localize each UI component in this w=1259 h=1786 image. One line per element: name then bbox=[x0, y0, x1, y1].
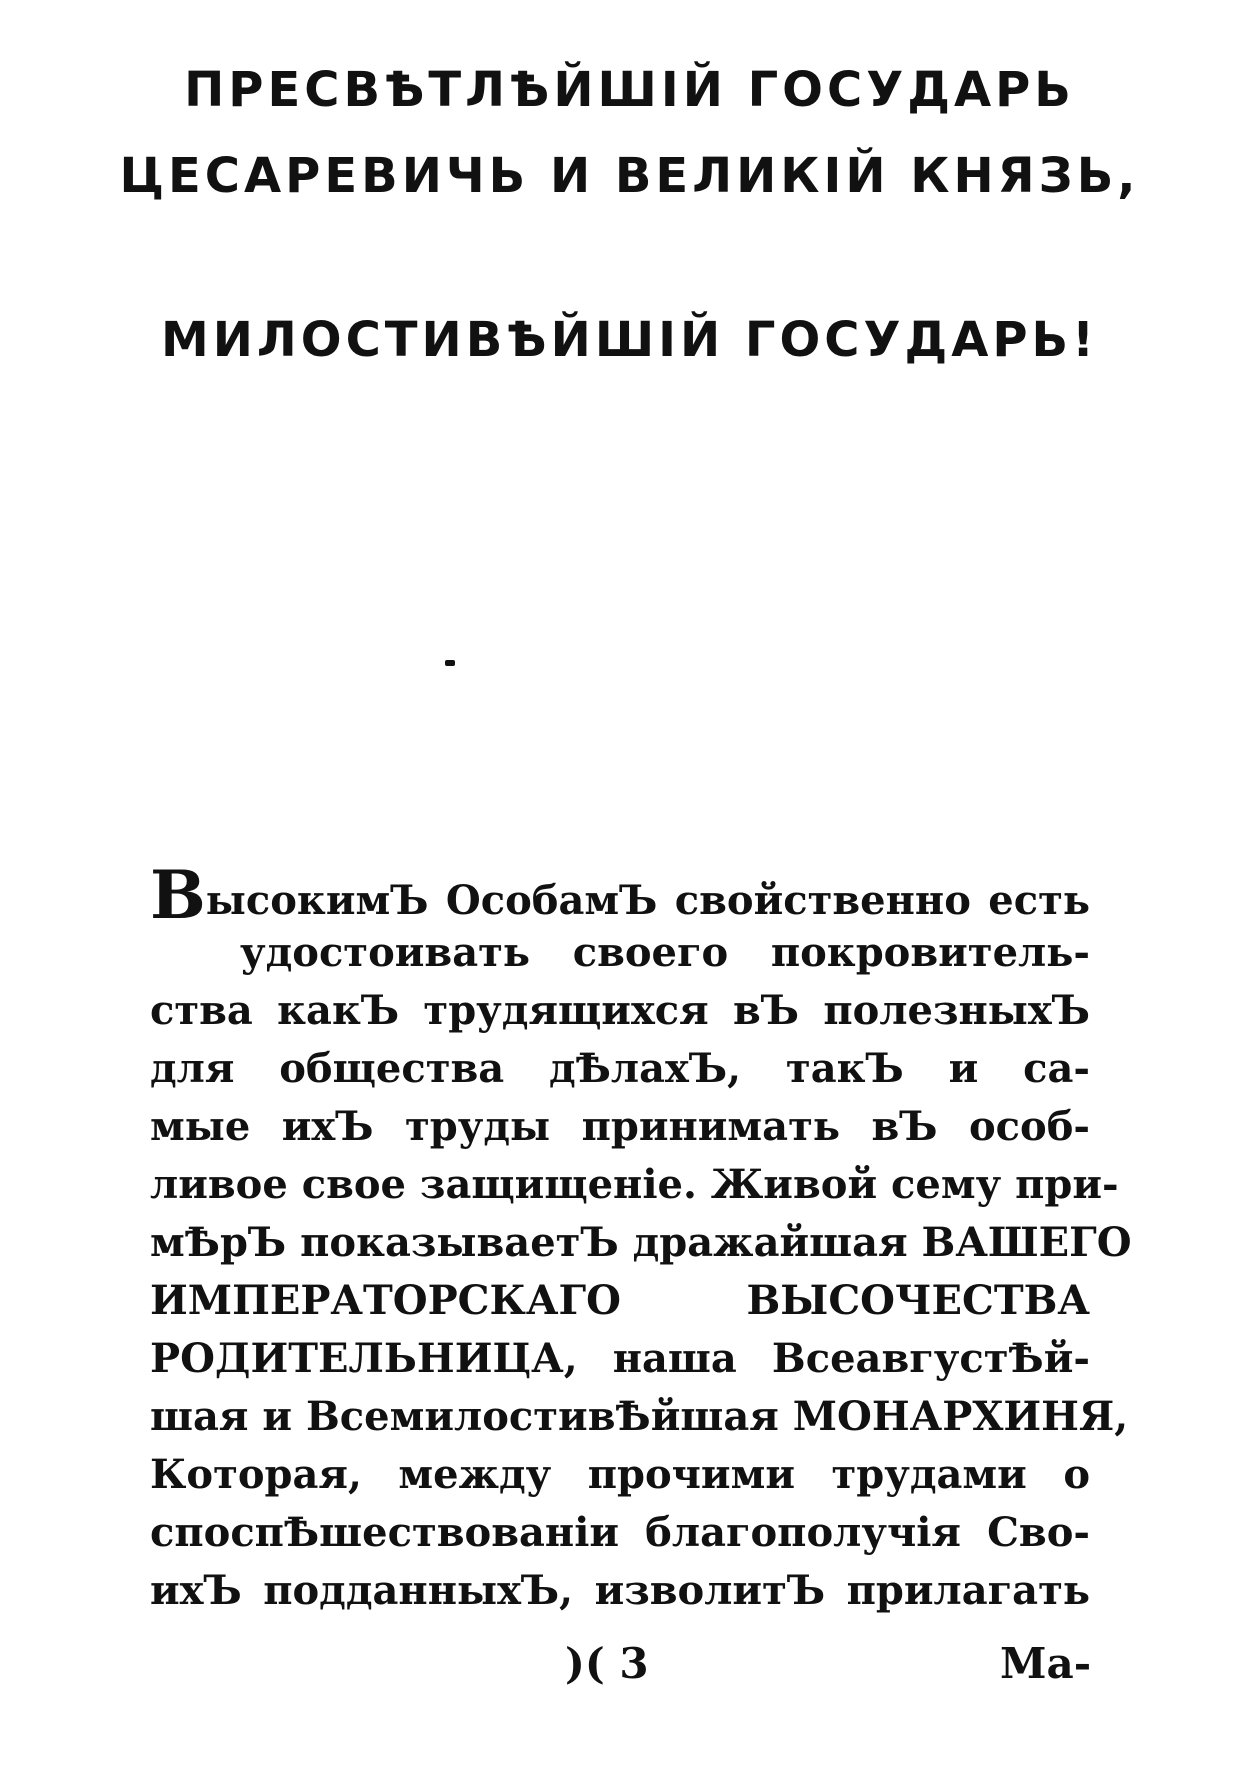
drop-cap: В bbox=[150, 856, 206, 934]
body-line-3: ства какЪ трудящихся вЪ полезныхЪ bbox=[150, 987, 1090, 1034]
body-line-11: Которая, между прочими трудами о bbox=[150, 1451, 1090, 1498]
body-line-4: для общества дѢлахЪ, такЪ и са- bbox=[150, 1045, 1090, 1092]
body-line-10: шая и ВсемилостивѢйшая МОНАРХИНЯ, bbox=[150, 1393, 1129, 1440]
body-text bbox=[150, 856, 1132, 1620]
body-line-7: мѢрЪ показываетЪ дражайшая ВАШЕГО bbox=[150, 1219, 1132, 1266]
heading-title: ПРЕСВѢТЛѢЙШІЙ ГОСУДАРЬ bbox=[184, 62, 1075, 118]
body-line-6: ливое свое защищеніе. Живой сему при- bbox=[150, 1161, 1119, 1208]
ink-mark bbox=[445, 660, 455, 666]
body-line-12: споспѢшествованіи благополучія Сво- bbox=[150, 1509, 1090, 1556]
body-line-1-text: ысокимЪ ОсобамЪ свойственно есть bbox=[205, 877, 1090, 924]
catchword: Ма- bbox=[1000, 1639, 1092, 1688]
body-line-5: мые ихЪ труды принимать вЪ особ- bbox=[150, 1103, 1090, 1150]
body-line-8: ИМПЕРАТОРСКАГО ВЫСОЧЕСТВА bbox=[150, 1277, 1090, 1324]
signature-mark: )( 3 bbox=[565, 1639, 649, 1688]
body-line-9: РОДИТЕЛЬНИЦА, наша ВсеавгустѢй- bbox=[150, 1335, 1090, 1382]
body-line-13: ихЪ подданныхЪ, изволитЪ прилагать bbox=[150, 1567, 1090, 1614]
heading-subtitle: ЦЕСАРЕВИЧЬ И ВЕЛИКІЙ КНЯЗЬ, bbox=[119, 148, 1140, 204]
body-line-1 bbox=[150, 856, 1090, 934]
body-line-2: удостоивать своего покровитель- bbox=[240, 929, 1090, 976]
heading-salutation: МИЛОСТИВѢЙШІЙ ГОСУДАРЬ! bbox=[160, 312, 1099, 368]
